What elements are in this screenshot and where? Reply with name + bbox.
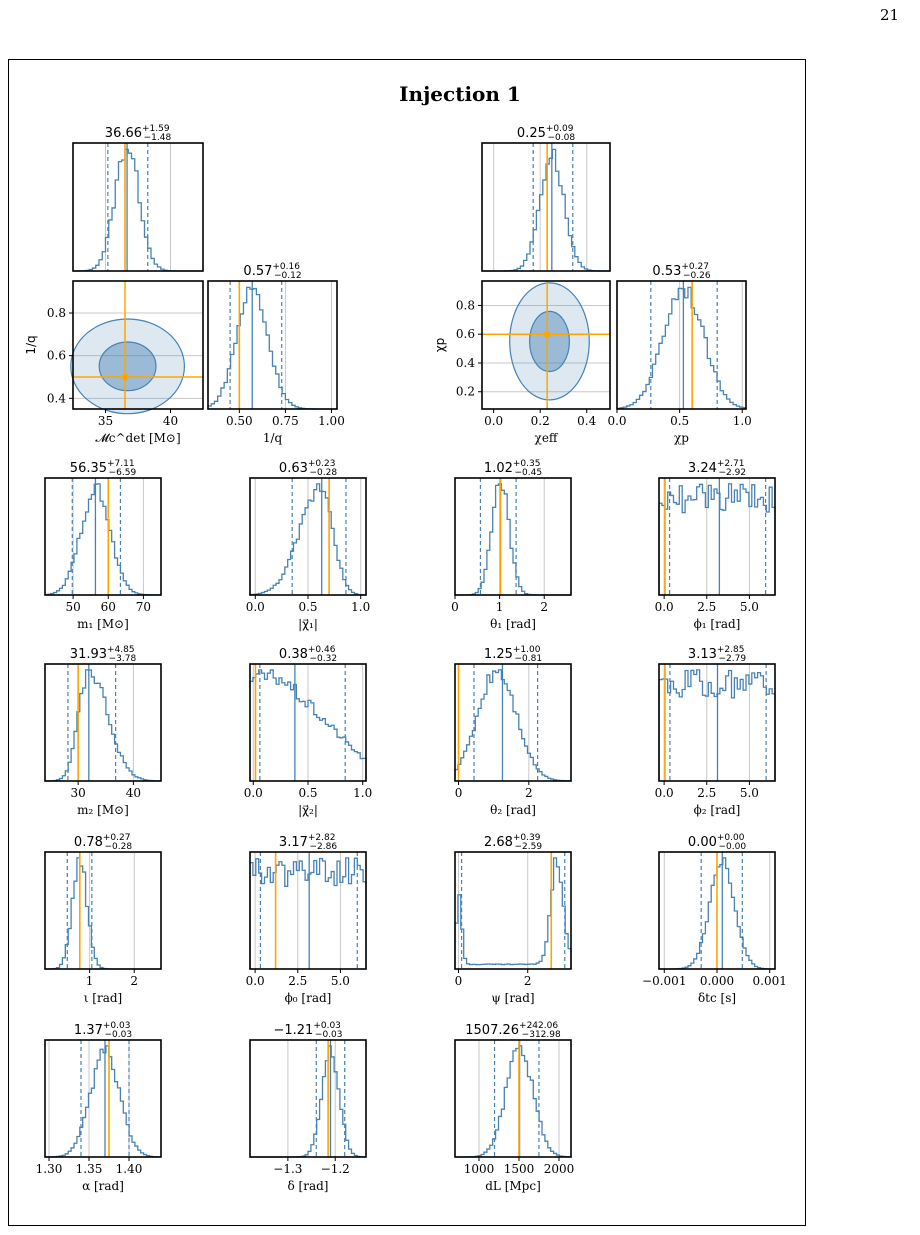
title-value: 31.93: [69, 647, 108, 662]
title-plus: +4.85: [107, 645, 135, 655]
title-value: 1.02: [483, 461, 513, 476]
title-value: 0.38: [278, 647, 308, 662]
panel-frame: [45, 1040, 161, 1157]
panel-m2: [45, 645, 161, 817]
y-tick-label: 0.4: [46, 391, 66, 406]
contour-50: [99, 342, 156, 391]
x-tick-label: 2: [523, 974, 532, 988]
title-value: 0.00: [687, 835, 717, 850]
y-tick-label: 0.8: [455, 298, 475, 313]
x-axis-label: ι [rad]: [83, 991, 123, 1005]
histogram-steps: [455, 1046, 571, 1157]
title-value: −1.21: [273, 1023, 314, 1038]
title-value: 56.35: [69, 461, 108, 476]
panel-phi2: [655, 645, 775, 817]
histogram-steps: [455, 670, 571, 781]
title-minus: −0.03: [104, 1030, 133, 1040]
panel-frame: [455, 478, 571, 595]
panel-frame: [455, 664, 571, 781]
panel-title: [279, 645, 337, 664]
x-tick-label: −1.3: [273, 1162, 303, 1176]
y-tick-label: 0.2: [455, 384, 475, 399]
x-tick-label: 1000: [463, 1162, 495, 1176]
x-axis-label: χp: [674, 431, 689, 445]
panel-iota: [45, 833, 161, 1005]
title-plus: +1.59: [142, 124, 170, 134]
panel-frame: [73, 143, 203, 271]
panel-frame: [617, 281, 746, 409]
title-value: 3.17: [278, 835, 308, 850]
x-axis-label: m₂ [M⊙]: [77, 803, 129, 817]
panel-frame: [250, 1040, 366, 1157]
panel-inverse-mass-ratio: [208, 262, 345, 445]
histogram-steps: [45, 670, 161, 781]
title-minus: −0.03: [314, 1030, 343, 1040]
title-minus: −1.48: [143, 133, 172, 143]
x-tick-label: 60: [100, 600, 116, 614]
title-plus: +0.27: [681, 262, 709, 272]
title-plus: +0.16: [272, 262, 300, 272]
panel-title: [688, 833, 746, 852]
title-minus: −0.45: [514, 468, 543, 478]
title-minus: −3.78: [108, 654, 137, 664]
x-tick-label: 0.2: [530, 414, 550, 428]
x-axis-label: |χ⃗₂|: [298, 803, 318, 817]
x-tick-label: 2000: [543, 1162, 575, 1176]
x-tick-label: 0.0: [654, 600, 674, 614]
histogram-steps: [455, 858, 571, 969]
y-tick-label: 0.8: [46, 306, 66, 320]
x-tick-label: 1: [85, 974, 94, 988]
x-axis-label: δ [rad]: [287, 1179, 329, 1193]
title-plus: +242.06: [519, 1021, 559, 1031]
title-plus: +1.00: [512, 645, 541, 655]
title-plus: +0.09: [545, 124, 574, 134]
x-tick-label: 0.0: [245, 600, 265, 614]
x-tick-label: 5.0: [330, 974, 350, 988]
histogram-steps: [250, 1046, 366, 1157]
title-minus: −2.59: [514, 842, 543, 852]
x-tick-label: 0.0: [654, 786, 674, 800]
histogram-steps: [659, 484, 775, 595]
x-tick-label: 1.40: [115, 1162, 143, 1176]
panel-title: [652, 262, 710, 281]
histogram-steps: [455, 484, 571, 595]
x-tick-label: 0.5: [670, 414, 690, 428]
x-tick-label: 0.5: [298, 786, 318, 800]
panel-title: [273, 1021, 342, 1040]
x-tick-label: 0: [454, 786, 463, 800]
panel-title: [688, 645, 746, 664]
title-minus: −0.00: [718, 842, 747, 852]
panel-delta-tc: [642, 833, 787, 1005]
x-axis-label: m₁ [M⊙]: [77, 617, 129, 631]
y-tick-label: 0.4: [455, 355, 475, 370]
x-tick-label: 70: [135, 600, 152, 614]
figure-title: Injection 1: [399, 82, 521, 106]
panel-chieff-vs-chip: [433, 281, 610, 445]
x-axis-label: 1/q: [262, 431, 283, 445]
x-axis-label: δtc [s]: [697, 991, 737, 1005]
panel-title: [74, 1021, 132, 1040]
x-tick-label: 1.00: [318, 414, 345, 428]
x-tick-label: 1: [495, 600, 504, 614]
panel-chi2: [244, 645, 373, 817]
x-tick-label: 0.001: [752, 974, 787, 988]
panel-title: [465, 1021, 561, 1040]
title-value: 3.24: [687, 461, 717, 476]
title-minus: −2.79: [718, 654, 747, 664]
x-tick-label: 0.0: [243, 786, 263, 800]
x-tick-label: 2: [130, 974, 139, 988]
title-plus: +0.23: [307, 459, 336, 469]
x-axis-label: 𝓜c^det [M⊙]: [95, 431, 181, 445]
x-axis-label: θ₁ [rad]: [490, 617, 536, 631]
title-plus: +0.39: [512, 833, 541, 843]
injection-point: [544, 331, 551, 338]
x-tick-label: 5.0: [739, 600, 759, 614]
title-value: 1.37: [73, 1023, 103, 1038]
title-minus: −2.92: [718, 468, 747, 478]
title-value: 36.66: [104, 126, 143, 141]
title-minus: −0.32: [309, 654, 338, 664]
x-tick-label: −0.001: [642, 974, 687, 988]
x-tick-label: 2.5: [697, 786, 717, 800]
x-tick-label: 0.0: [245, 974, 265, 988]
panel-phi1: [655, 459, 775, 631]
title-minus: −0.28: [104, 842, 133, 852]
title-value: 1507.26: [465, 1023, 520, 1038]
title-minus: −0.81: [514, 654, 543, 664]
title-minus: −2.86: [309, 842, 338, 852]
x-tick-label: 0.75: [272, 414, 299, 428]
x-tick-label: 30: [70, 786, 86, 800]
x-tick-label: 40: [125, 786, 142, 800]
panel-title: [484, 645, 542, 664]
title-value: 0.53: [652, 264, 682, 279]
x-axis-label: ϕ₁ [rad]: [693, 617, 741, 631]
x-axis-label: χeff: [534, 431, 558, 445]
title-minus: −6.59: [108, 468, 137, 478]
title-plus: +0.35: [512, 459, 541, 469]
panel-title: [279, 459, 337, 478]
x-axis-label: θ₂ [rad]: [490, 803, 536, 817]
panel-title: [279, 833, 337, 852]
page-number: 21: [880, 6, 900, 24]
contour-50: [530, 311, 570, 371]
panel-chi-p: [607, 262, 751, 445]
panel-frame: [482, 143, 610, 271]
x-tick-label: 1.0: [353, 786, 373, 800]
title-plus: +2.85: [716, 645, 745, 655]
panel-title: [517, 124, 575, 143]
x-axis-label: dL [Mpc]: [485, 1179, 541, 1193]
x-tick-label: 0.0: [484, 414, 504, 428]
panel-title: [484, 833, 542, 852]
x-tick-label: 40: [162, 414, 179, 428]
x-tick-label: 1.30: [35, 1162, 63, 1176]
x-tick-label: 0.0: [607, 414, 627, 428]
title-minus: −0.12: [273, 271, 302, 281]
y-tick-label: 0.6: [455, 327, 475, 342]
histogram-steps: [208, 287, 337, 409]
panel-chirp-mass: [73, 124, 203, 271]
title-plus: +2.71: [716, 459, 745, 469]
x-tick-label: 2: [524, 786, 533, 800]
histogram-steps: [482, 149, 610, 271]
x-tick-label: 0.000: [699, 974, 735, 988]
title-plus: +0.03: [102, 1021, 131, 1031]
x-tick-label: 1.35: [75, 1162, 103, 1176]
histogram-steps: [73, 149, 203, 271]
y-axis-label: χp: [433, 337, 447, 353]
x-axis-label: α [rad]: [82, 1179, 124, 1193]
panel-psi: [455, 833, 571, 1005]
panel-m1: [45, 459, 161, 631]
title-value: 0.25: [516, 126, 546, 141]
panel-title: [70, 645, 137, 664]
panel-phi0: [246, 833, 366, 1005]
title-value: 0.78: [73, 835, 103, 850]
title-minus: −0.08: [547, 133, 576, 143]
x-axis-label: ϕ₂ [rad]: [693, 803, 741, 817]
title-plus: +2.82: [307, 833, 336, 843]
title-value: 0.63: [278, 461, 308, 476]
title-minus: −0.28: [309, 468, 338, 478]
panel-title: [74, 833, 132, 852]
panel-frame: [659, 478, 775, 595]
x-tick-label: 0.5: [298, 600, 318, 614]
histogram-steps: [45, 1046, 161, 1157]
x-tick-label: 1500: [503, 1162, 535, 1176]
panel-alpha: [36, 1021, 161, 1193]
panel-luminosity-distance: [455, 1021, 574, 1193]
x-tick-label: 35: [97, 414, 114, 428]
x-tick-label: 0.4: [577, 414, 597, 428]
x-tick-label: 5.0: [739, 786, 759, 800]
panel-frame: [45, 664, 161, 781]
title-minus: −312.98: [521, 1030, 561, 1040]
x-tick-label: 50: [65, 600, 81, 614]
title-value: 0.57: [243, 264, 273, 279]
panel-chi-eff: [482, 124, 610, 271]
histogram-steps: [45, 858, 161, 969]
injection-point: [122, 374, 129, 381]
x-tick-label: 1.0: [732, 414, 752, 428]
x-tick-label: 2.5: [697, 600, 717, 614]
x-tick-label: 0.50: [225, 414, 253, 428]
title-plus: +0.46: [307, 645, 336, 655]
panel-theta2: [455, 645, 571, 817]
title-plus: +0.03: [313, 1021, 341, 1031]
title-value: 1.25: [483, 647, 513, 662]
title-minus: −0.26: [682, 271, 711, 281]
panel-title: [243, 262, 301, 281]
x-axis-label: |χ⃗₁|: [298, 617, 318, 631]
panel-title: [688, 459, 746, 478]
y-tick-label: 0.6: [46, 348, 66, 363]
panel-title: [70, 459, 137, 478]
title-value: 3.13: [687, 647, 717, 662]
title-plus: +7.11: [107, 459, 135, 469]
panel-frame: [45, 852, 161, 969]
x-tick-label: 2.5: [288, 974, 308, 988]
title-plus: +0.00: [716, 833, 745, 843]
x-tick-label: −1.2: [320, 1162, 350, 1176]
x-axis-label: ψ [rad]: [491, 991, 535, 1005]
x-tick-label: 0: [451, 600, 459, 614]
panel-theta1: [451, 459, 571, 631]
x-tick-label: 2: [540, 600, 549, 614]
panel-frame: [208, 281, 337, 409]
title-plus: +0.27: [102, 833, 131, 843]
x-tick-label: 1.0: [351, 600, 371, 614]
histogram-steps: [250, 858, 366, 969]
panel-delta: [250, 1021, 366, 1193]
x-axis-label: ϕ₀ [rad]: [284, 991, 332, 1005]
panel-title: [105, 124, 172, 143]
x-tick-label: 0: [454, 974, 463, 988]
histogram-steps: [617, 287, 746, 409]
y-axis-label: 1/q: [24, 335, 38, 355]
panel-chi1: [246, 459, 371, 631]
panel-mc-vs-q: [24, 281, 203, 445]
title-value: 2.68: [483, 835, 513, 850]
panel-title: [484, 459, 542, 478]
